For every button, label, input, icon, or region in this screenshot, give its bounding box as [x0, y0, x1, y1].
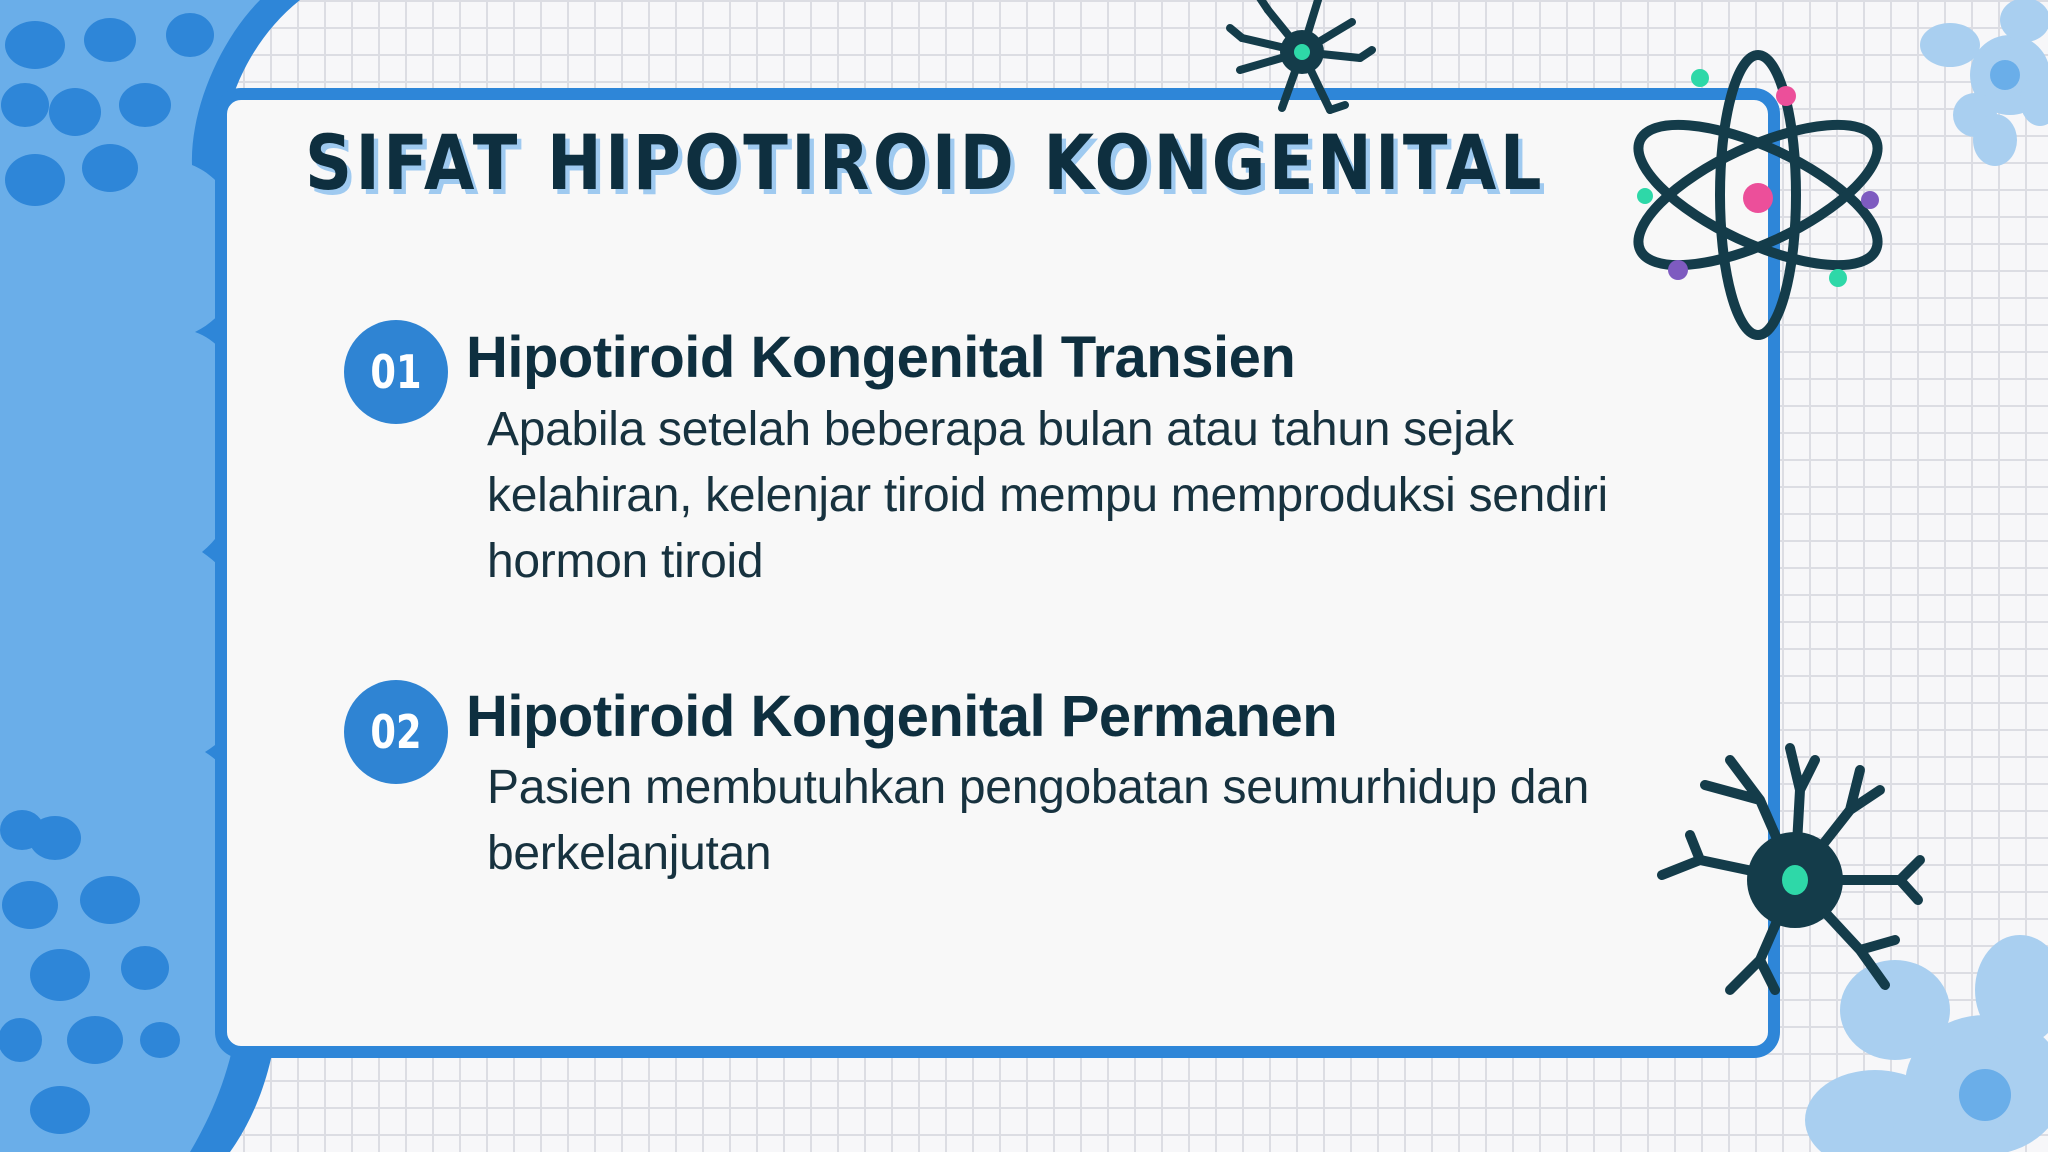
number-badge — [344, 320, 448, 424]
item-description — [487, 755, 1589, 887]
description-line: Pasien membutuhkan pengobatan seumurhidup dan — [487, 761, 1589, 814]
item-description — [487, 397, 1608, 595]
item-heading: Hipotiroid Kongenital Permanen — [466, 684, 1338, 749]
number-badge — [344, 680, 448, 784]
badge-number: 02 — [370, 705, 422, 759]
badge-number: 01 — [370, 345, 422, 399]
description-line: berkelanjutan — [487, 827, 772, 880]
description-line: kelahiran, kelenjar tiroid mempu memproduksi sendiri — [487, 469, 1608, 522]
description-line: Apabila setelah beberapa bulan atau tahun sejak — [487, 403, 1514, 456]
description-line: hormon tiroid — [487, 535, 764, 588]
page-title: SIFAT HIPOTIROID KONGENITAL — [305, 118, 1545, 207]
item-heading: Hipotiroid Kongenital Transien — [466, 325, 1296, 390]
